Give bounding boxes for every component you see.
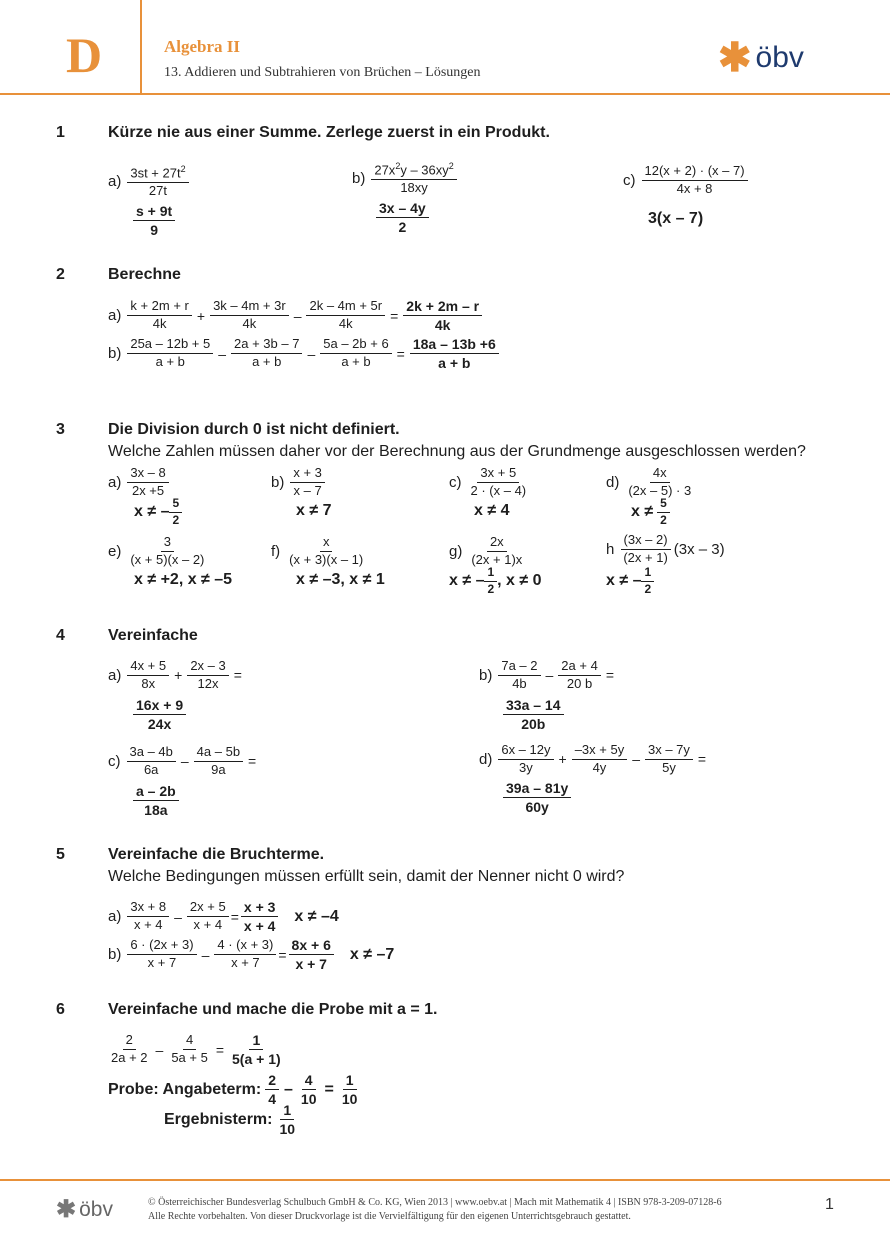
page-number: 1: [825, 1196, 834, 1213]
s4-answer-d: [503, 780, 571, 815]
numerator: 12(x + 2) · (x – 7): [642, 164, 748, 181]
s3-answer-c: x ≠ 4: [474, 502, 510, 519]
answer-denominator: 18a: [144, 802, 168, 819]
numerator: x + 3: [290, 466, 325, 483]
equals-sign: =: [396, 345, 405, 362]
numerator: 6x – 12y: [498, 743, 553, 760]
s1-task-b: [352, 161, 457, 196]
s3-task-g: [449, 535, 525, 568]
denominator: (x + 5)(x – 2): [130, 551, 205, 567]
s3-task-c: [449, 466, 529, 499]
task-label: e): [108, 542, 122, 560]
answer-denominator: 9: [150, 222, 158, 239]
equals-sign: =: [248, 753, 257, 770]
header-rule: [0, 93, 890, 95]
denominator: 9a: [211, 761, 226, 777]
equals-sign: =: [233, 667, 242, 684]
denominator: 27t: [148, 183, 167, 199]
exponent: 2: [448, 161, 454, 171]
numerator: 25a – 12b + 5: [127, 337, 213, 354]
numerator: 7a – 2: [498, 659, 540, 676]
answer-numerator: 1: [641, 566, 654, 582]
answer-denominator: 2: [487, 581, 495, 596]
numerator: 3x – 7y: [645, 743, 693, 760]
s4-task-d: [479, 743, 711, 776]
task-label: b): [479, 666, 493, 684]
s3-answer-e: x ≠ +2, x ≠ –5: [134, 571, 233, 588]
denominator: 2 · (x – 4): [470, 482, 527, 498]
probe-label: Probe: Angabeterm:: [108, 1080, 262, 1098]
operator: –: [218, 345, 227, 362]
answer-numerator: 5: [657, 497, 670, 513]
numerator: 3x + 5: [477, 466, 519, 483]
answer-denominator: x + 7: [295, 956, 327, 973]
denominator: a + b: [341, 354, 371, 370]
numerator: 1: [343, 1072, 357, 1090]
numerator: 2k – 4m + 5r: [306, 299, 385, 316]
s4-task-a: [108, 659, 247, 692]
answer-numerator: a – 2b: [133, 783, 179, 801]
section-4-number: 4: [56, 627, 65, 644]
section-4-title: Vereinfache: [108, 627, 198, 644]
answer-denominator: 4k: [434, 317, 451, 334]
s6-equation: [108, 1032, 284, 1067]
operator: –: [293, 307, 302, 324]
section-3-subtitle: Welche Zahlen müssen daher vor der Berechnung aus der Grundmenge ausgeschlossen werden?: [108, 443, 806, 460]
exponent: 2: [395, 161, 401, 171]
operator: –: [284, 1080, 293, 1098]
denominator: x – 7: [293, 482, 322, 498]
denominator: 3y: [519, 759, 533, 775]
answer-numerator: x + 3: [241, 899, 279, 917]
denominator: a + b: [155, 354, 185, 370]
condition: x ≠ –4: [294, 907, 339, 925]
answer-denominator: 2: [398, 219, 407, 236]
answer-denominator: 24x: [147, 716, 172, 733]
operator: –: [632, 751, 640, 768]
answer-numerator: 39a – 81y: [503, 780, 571, 798]
numerator: 3a – 4b: [127, 745, 176, 762]
logo-text: öbv: [755, 41, 804, 74]
s3-task-a: [108, 466, 169, 499]
fraction: [642, 164, 748, 197]
task-label: b): [108, 946, 122, 964]
s1-task-c: [623, 164, 748, 197]
answer-denominator: 2: [660, 512, 667, 527]
denominator: (x + 3)(x – 1): [289, 551, 364, 567]
denominator: 4: [268, 1091, 276, 1108]
task-label: a): [108, 473, 122, 491]
operator: –: [180, 753, 189, 770]
denominator: x + 7: [231, 955, 260, 971]
task-label: a): [108, 307, 122, 325]
s3-task-e: [108, 535, 207, 568]
condition: x ≠ –7: [349, 945, 395, 963]
chapter-letter: D: [66, 27, 103, 83]
section-2-number: 2: [56, 266, 65, 283]
denominator: x + 4: [133, 917, 163, 933]
denominator: 2x +5: [131, 482, 165, 498]
s3-answer-g: [449, 566, 542, 597]
equals-sign: =: [278, 946, 287, 963]
section-1-title: Kürze nie aus einer Summe. Zerlege zuerst in ein Produkt.: [108, 124, 550, 141]
operator: –: [174, 908, 182, 925]
s3-task-h: [606, 533, 725, 566]
denominator: 10: [341, 1091, 358, 1108]
s3-task-b: [271, 466, 325, 499]
answer-denominator: 20b: [521, 716, 546, 733]
answer-numerator: 5: [169, 497, 182, 513]
fraction: [127, 164, 188, 199]
factor: (3x – 3): [673, 540, 725, 558]
operator: –: [155, 1041, 164, 1058]
s6-ergebnis: [164, 1102, 298, 1137]
answer-numerator: 1: [484, 566, 497, 582]
publisher-logo: [718, 38, 804, 78]
denominator: 5y: [662, 759, 676, 775]
section-1-number: 1: [56, 124, 65, 141]
asterisk-icon: ✱: [718, 36, 752, 80]
numerator: 2a + 3b – 7: [231, 337, 302, 354]
ergebnis-label: Ergebnisterm:: [164, 1110, 273, 1128]
numerator: 2a + 4: [558, 659, 601, 676]
task-label: a): [108, 908, 122, 926]
denominator: 4b: [512, 675, 527, 691]
answer-denominator: 5(a + 1): [232, 1051, 281, 1068]
answer-denominator: a + b: [438, 355, 471, 372]
task-label: a): [108, 173, 122, 191]
footer-line-2: Alle Rechte vorbehalten. Von dieser Druckvorlage ist die Vervielfältigung für den eigenen Unterrichtsgebrauch gestattet.: [148, 1211, 631, 1222]
numerator: 3k – 4m + 3r: [210, 299, 289, 316]
answer-text: x ≠: [631, 503, 654, 521]
numerator: 4a – 5b: [194, 745, 243, 762]
task-label: c): [449, 473, 462, 491]
denominator: 12x: [197, 675, 219, 691]
answer-numerator: 16x + 9: [133, 697, 186, 715]
denominator: 8x: [141, 675, 156, 691]
numerator-part: 27x: [374, 162, 396, 178]
equals-sign: =: [697, 751, 707, 768]
equals-sign: =: [230, 908, 239, 925]
denominator: 4x + 8: [676, 180, 713, 196]
footer-copyright: [148, 1196, 722, 1224]
s3-answer-b: x ≠ 7: [296, 502, 332, 519]
header-subject: Algebra II: [164, 37, 241, 56]
numerator: 4x: [650, 466, 670, 483]
s3-answer-d: [631, 497, 670, 528]
s3-task-d: [606, 466, 694, 499]
footer-logo-text: öbv: [79, 1198, 113, 1221]
answer-text: x ≠ –: [134, 503, 170, 521]
numerator: 3x + 8: [127, 900, 169, 917]
s1-task-a: [108, 164, 189, 199]
numerator: k + 2m + r: [127, 299, 192, 316]
answer-denominator: 2: [172, 512, 180, 527]
operator: +: [558, 751, 567, 768]
s2-task-b: [108, 336, 499, 371]
denominator: 10: [279, 1121, 296, 1138]
fraction: [371, 161, 456, 196]
denominator: 18xy: [400, 180, 428, 196]
denominator: (2x + 1): [623, 549, 668, 565]
task-label: g): [449, 542, 463, 560]
header-title: 13. Addieren und Subtrahieren von Brüchen – Lösungen: [164, 65, 481, 80]
s5-task-a: [108, 899, 339, 934]
operator: +: [174, 667, 183, 684]
answer-text: x ≠ –: [449, 572, 485, 590]
denominator: 4y: [592, 759, 607, 775]
numerator: 2x: [487, 535, 507, 552]
footer-rule: [0, 1179, 890, 1181]
s1-answer-c: 3(x – 7): [648, 210, 704, 227]
numerator: 5a – 2b + 6: [320, 337, 391, 354]
operator: –: [307, 345, 316, 362]
denominator: 10: [300, 1091, 317, 1108]
operator: –: [201, 946, 210, 963]
exponent: 2: [180, 164, 186, 174]
task-label: b): [271, 473, 285, 491]
s4-task-c: [108, 745, 261, 778]
numerator: 6 · (2x + 3): [127, 938, 196, 955]
numerator: (3x – 2): [621, 533, 671, 550]
numerator: x: [320, 535, 333, 552]
numerator: –3x + 5y: [572, 743, 628, 760]
answer-denominator: x + 4: [243, 918, 276, 935]
numerator: 4: [302, 1072, 316, 1090]
s2-task-a: [108, 298, 482, 333]
operator: +: [196, 307, 206, 324]
denominator: 20 b: [566, 675, 593, 691]
task-label: d): [479, 750, 493, 768]
task-label: h: [606, 540, 615, 558]
denominator: 4k: [242, 316, 257, 332]
section-5-title: Vereinfache die Bruchterme.: [108, 846, 325, 863]
equals-sign: =: [215, 1041, 225, 1058]
task-label: c): [623, 171, 636, 189]
numerator: 4: [183, 1033, 196, 1050]
denominator: 4k: [338, 316, 353, 332]
answer-numerator: 33a – 14: [503, 697, 564, 715]
footer-line-1: © Österreichischer Bundesverlag Schulbuch GmbH & Co. KG, Wien 2013 | www.oebv.at | Mach mit Mathematik 4 | ISBN 978-3-209-07128-6: [148, 1197, 722, 1208]
s4-answer-a: [133, 697, 186, 732]
denominator: 6a: [143, 761, 159, 777]
section-6-number: 6: [56, 1001, 65, 1018]
answer-numerator: 8x + 6: [289, 937, 334, 955]
equals-sign: =: [605, 667, 614, 684]
operator: –: [545, 667, 554, 684]
numerator: 2x + 5: [187, 900, 229, 917]
answer-numerator: 1: [249, 1032, 263, 1050]
answer-numerator: s + 9t: [133, 203, 175, 221]
denominator: x + 7: [147, 955, 177, 971]
section-2-title: Berechne: [108, 266, 181, 283]
s1-answer-b: [376, 200, 429, 235]
asterisk-icon: ✱: [56, 1196, 77, 1223]
numerator: 3: [161, 535, 174, 552]
header-divider: [140, 0, 142, 94]
task-label: c): [108, 752, 121, 770]
equals-sign: =: [324, 1080, 334, 1098]
s4-answer-b: [503, 697, 564, 732]
s1-answer-a: [133, 203, 175, 238]
denominator: 4k: [152, 316, 167, 332]
numerator: 2: [123, 1033, 136, 1050]
s4-task-b: [479, 659, 619, 692]
s3-answer-a: [134, 497, 182, 528]
task-label: b): [352, 170, 366, 188]
section-3-number: 3: [56, 421, 65, 438]
section-6-title: Vereinfache und mache die Probe mit a = 1.: [108, 1001, 438, 1018]
answer-denominator: 60y: [525, 799, 549, 816]
numerator-part: y – 36xy: [400, 162, 449, 178]
s3-answer-h: [606, 566, 654, 597]
answer-text: , x ≠ 0: [497, 572, 542, 590]
numerator: 4x + 5: [127, 659, 169, 676]
section-3-title: Die Division durch 0 ist nicht definiert.: [108, 421, 400, 438]
numerator: 2: [265, 1072, 279, 1090]
s5-task-b: [108, 937, 394, 972]
denominator: a + b: [252, 354, 282, 370]
task-label: d): [606, 473, 620, 491]
section-5-subtitle: Welche Bedingungen müssen erfüllt sein, damit der Nenner nicht 0 wird?: [108, 868, 625, 885]
denominator: x + 4: [193, 917, 223, 933]
numerator: 2x – 3: [187, 659, 228, 676]
task-label: a): [108, 666, 122, 684]
denominator: (2x – 5) · 3: [628, 482, 692, 498]
task-label: f): [271, 542, 281, 560]
numerator: 4 · (x + 3): [214, 938, 276, 955]
task-label: b): [108, 345, 122, 363]
s3-task-f: [271, 535, 366, 568]
numerator: 3st + 27t: [130, 165, 181, 181]
equals-sign: =: [390, 307, 399, 324]
footer-logo: [56, 1198, 113, 1222]
answer-text: x ≠ –: [606, 572, 642, 590]
denominator: (2x + 1)x: [471, 551, 523, 567]
s4-answer-c: [133, 783, 179, 818]
denominator: 5a + 5: [171, 1050, 208, 1066]
answer-numerator: 2k + 2m – r: [403, 298, 482, 316]
section-5-number: 5: [56, 846, 65, 863]
answer-numerator: 18a – 13b +6: [410, 336, 499, 354]
numerator: 3x – 8: [127, 466, 168, 483]
answer-numerator: 3x – 4y: [376, 200, 429, 218]
answer-denominator: 2: [644, 581, 652, 596]
numerator: 1: [280, 1102, 294, 1120]
s3-answer-f: x ≠ –3, x ≠ 1: [296, 571, 385, 588]
denominator: 2a + 2: [111, 1050, 148, 1066]
